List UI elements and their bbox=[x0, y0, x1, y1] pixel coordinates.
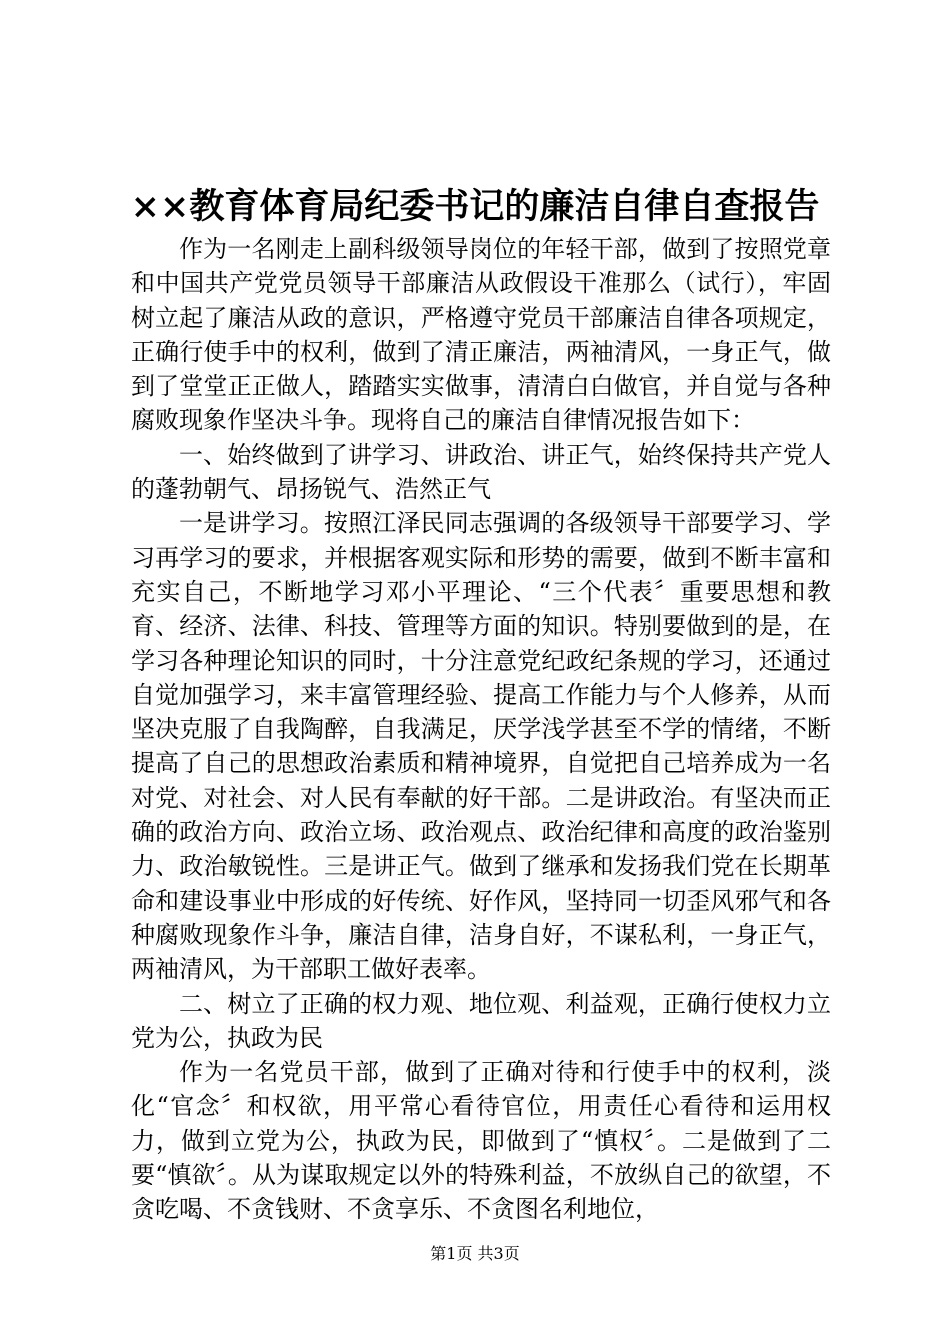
page-footer: 第1页 共3页 bbox=[430, 1244, 520, 1263]
paragraph-section-2-heading: 二、树立了正确的权力观、地位观、利益观，正确行使权力立党为公，执政为民 bbox=[131, 989, 831, 1052]
paragraph-section-1-body: 一是讲学习。按照江泽民同志强调的各级领导干部要学习、学习再学习的要求，并根据客观实际和形势的需要，做到不断丰富和充实自己，不断地学习邓小平理论、“三个代表〞重要思想和教育、经济、法律、科技、管理等方面的知识。特别要做到的是，在学习各种理论知识的同时，十分注意党纪政纪条规的学习，还通过自觉加强学习，来丰富管理经验、提高工作能力与个人修养，从而坚决克服了自我陶醉，自我满足，厌学浅学甚至不学的情绪，不断提高了自己的思想政治素质和精神境界，自觉把自己培养成为一名对党、对社会、对人民有奉献的好干部。二是讲政治。有坚决而正确的政治方向、政治立场、政治观点、政治纪律和高度的政治鉴别力、政治敏锐性。三是讲正气。做到了继承和发扬我们党在长期革命和建设事业中形成的好传统、好作风，坚持同一切歪风邪气和各种腐败现象作斗争，廉洁自律，洁身自好，不谋私利，一身正气，两袖清风，为干部职工做好表率。 bbox=[131, 509, 831, 984]
paragraph-intro: 作为一名刚走上副科级领导岗位的年轻干部，做到了按照党章和中国共产党党员领导干部廉洁从政假设干准那么（试行），牢固树立起了廉洁从政的意识，严格遵守党员干部廉洁自律各项规定，正确行使手中的权利，做到了清正廉洁，两袖清风，一身正气，做到了堂堂正正做人，踏踏实实做事，清清白白做官，并自觉与各种腐败现象作坚决斗争。现将自己的廉洁自律情况报告如下： bbox=[131, 235, 831, 435]
paragraph-section-2-body: 作为一名党员干部，做到了正确对待和行使手中的权利，淡化“官念〞和权欲，用平常心看待官位，用责任心看待和运用权力，做到立党为公，执政为民，即做到了“慎权〞。二是做到了二要“慎欲〞。从为谋取规定以外的特殊利益，不放纵自己的欲望，不贪吃喝、不贪钱财、不贪享乐、不贪图名利地位， bbox=[131, 1058, 831, 1224]
document-body bbox=[131, 232, 831, 1227]
paragraph-section-1-heading: 一、始终做到了讲学习、讲政治、讲正气，始终保持共产党人的蓬勃朝气、昂扬锐气、浩然正气 bbox=[131, 440, 831, 504]
document-title: ××教育体育局纪委书记的廉洁自律自查报告 bbox=[130, 186, 820, 227]
